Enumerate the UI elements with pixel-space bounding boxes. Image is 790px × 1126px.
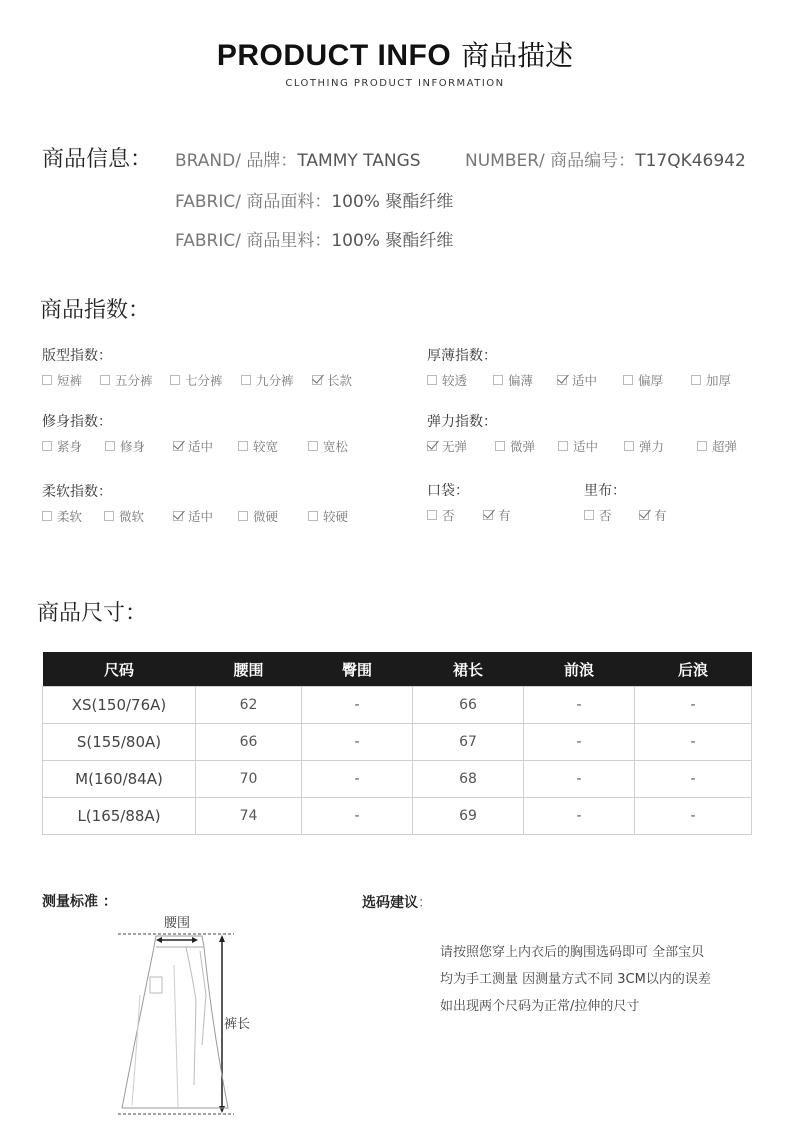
index-option [691,371,731,389]
index-option [104,507,144,525]
index-option-label: 微弹 [510,439,536,454]
index-option [308,507,348,525]
table-cell: L(165/88A) [43,798,196,835]
index-option-label: 柔软 [57,509,83,524]
index-option-label: 微软 [119,509,145,524]
col-hip: 臀围 [302,652,413,687]
index-option-label: 弹力 [639,439,665,454]
index-option [42,437,82,455]
table-row [43,724,752,761]
index-option-label: 紧身 [57,439,83,454]
table-cell: 67 [413,724,524,761]
waist-arrow-left-head [156,937,162,943]
index-option-label: 适中 [572,373,598,388]
table-cell: - [635,798,752,835]
checkbox-icon [238,511,248,521]
size-table-header [43,652,752,687]
measure-heading: 测量标准 ： [42,894,117,910]
table-cell: - [302,761,413,798]
index-option-label: 微硬 [253,509,279,524]
lining-value: 100% 聚酯纤维 [331,231,454,251]
checkbox-icon [427,510,437,520]
table-cell: - [524,724,635,761]
checked-box-icon [427,441,437,451]
table-cell: - [524,687,635,724]
advice-text [440,939,711,1020]
lining-label: FABRIC/ 商品里料： [175,231,332,251]
index-option [42,371,82,389]
length-label: 裤长 [224,1017,251,1032]
index-option-label: 有 [654,508,667,523]
table-row [43,798,752,835]
index-option-label: 偏薄 [508,373,534,388]
index-option-label: 较硬 [323,509,349,524]
table-cell: XS(150/76A) [43,687,196,724]
advice-line: 请按照您穿上内衣后的胸围选码即可 全部宝贝 [440,945,705,960]
checkbox-icon [493,375,503,385]
index-option [493,371,533,389]
advice-line: 如出现两个尺码为正常/拉伸的尺寸 [440,999,640,1014]
index-option-label: 无弹 [442,439,468,454]
index-option-label: 修身 [120,439,146,454]
checkbox-icon [584,510,594,520]
index-group-label: 修身指数： [42,414,112,430]
checkbox-icon [558,441,568,451]
size-heading: 商品尺寸： [37,601,148,626]
page-subtitle: CLOTHING PRODUCT INFORMATION [285,78,505,89]
length-arrow-top-head [219,935,225,942]
index-option [427,506,455,524]
index-option-label: 九分裤 [256,373,294,388]
lining-line [175,226,453,251]
col-front-rise: 前浪 [524,652,635,687]
checkbox-icon [691,375,701,385]
table-cell: - [524,761,635,798]
brand-value: TAMMY TANGS [297,151,421,171]
table-cell: - [302,687,413,724]
checkbox-icon [42,511,52,521]
table-cell: 68 [413,761,524,798]
index-option-label: 适中 [573,439,599,454]
index-option [105,437,145,455]
fabric-value: 100% 聚酯纤维 [331,192,454,212]
index-option [697,437,737,455]
table-cell: - [302,724,413,761]
checkbox-icon [308,441,318,451]
checkbox-icon [105,441,115,451]
index-option-label: 较宽 [253,439,279,454]
table-cell: 66 [196,724,302,761]
col-size: 尺码 [43,652,196,687]
checked-box-icon [639,510,649,520]
index-group-label: 厚薄指数： [427,348,497,364]
number-value: T17QK46942 [635,151,746,171]
index-heading: 商品指数： [40,298,151,323]
checked-box-icon [557,375,567,385]
checked-box-icon [483,510,493,520]
table-cell: - [302,798,413,835]
table-cell: 69 [413,798,524,835]
col-waist: 腰围 [196,652,302,687]
index-option-label: 加厚 [706,373,732,388]
advice-colon: ： [418,895,432,911]
index-option-label: 七分裤 [185,373,223,388]
col-back-rise: 后浪 [635,652,752,687]
index-group-label: 弹力指数： [427,414,497,430]
checked-box-icon [312,375,322,385]
skirt-drape-center [174,965,178,1107]
index-option-label: 否 [599,508,612,523]
skirt-tie [200,951,206,1045]
index-option [557,371,597,389]
checkbox-icon [697,441,707,451]
index-option [308,437,348,455]
page-title [0,34,790,74]
skirt-diagram [110,925,250,1121]
table-cell: - [635,761,752,798]
table-cell: 74 [196,798,302,835]
table-cell: - [635,687,752,724]
fabric-line [175,187,453,212]
checkbox-icon [238,441,248,451]
index-option-label: 长款 [327,373,353,388]
index-option-label: 较透 [442,373,468,388]
checkbox-icon [241,375,251,385]
index-option-label: 否 [442,508,455,523]
table-cell: - [635,724,752,761]
index-option [427,437,467,455]
advice-heading: 选码建议 [362,895,418,911]
index-option [173,437,213,455]
index-option [100,371,153,389]
table-row [43,761,752,798]
index-option-label: 超弹 [712,439,738,454]
index-option-label: 五分裤 [115,373,153,388]
info-heading: 商品信息： [42,147,153,172]
table-cell: M(160/84A) [43,761,196,798]
table-cell: 66 [413,687,524,724]
index-option-label: 适中 [188,509,214,524]
index-option-label: 偏厚 [638,373,664,388]
advice-heading-line [362,892,432,912]
table-cell: - [524,798,635,835]
checkbox-icon [42,375,52,385]
skirt-fold [186,947,196,1085]
checked-box-icon [173,511,183,521]
index-option [483,506,511,524]
col-length: 裙长 [413,652,524,687]
index-option-label: 有 [498,508,511,523]
number-label: NUMBER/ 商品编号： [465,151,636,171]
table-cell: 70 [196,761,302,798]
index-group-label: 版型指数： [42,348,112,364]
index-group-label: 口袋： [427,483,469,499]
checkbox-icon [495,441,505,451]
index-option [558,437,598,455]
brand-line [175,146,421,171]
length-arrow-bottom-head [219,1106,225,1113]
advice-line: 均为手工测量 因测量方式不同 3CM以内的误差 [440,972,711,987]
title-en: PRODUCT INFO [216,39,452,72]
checkbox-icon [624,441,634,451]
index-option-label: 宽松 [323,439,349,454]
index-option [584,506,612,524]
index-option [173,507,213,525]
index-group-label: 柔软指数： [42,484,112,500]
index-option [623,371,663,389]
size-table [42,652,752,835]
fabric-label: FABRIC/ 商品面料： [175,192,332,212]
table-cell: S(155/80A) [43,724,196,761]
checked-box-icon [173,441,183,451]
index-group-label: 里布： [584,483,626,499]
checkbox-icon [170,375,180,385]
waist-arrow-right-head [192,937,198,943]
table-row [43,687,752,724]
index-option [238,437,278,455]
title-zh: 商品描述 [461,39,574,72]
table-cell: 62 [196,687,302,724]
index-option [495,437,535,455]
checkbox-icon [42,441,52,451]
checkbox-icon [623,375,633,385]
brand-label: BRAND/ 品牌： [175,151,298,171]
checkbox-icon [100,375,110,385]
index-option [624,437,664,455]
index-option [427,371,467,389]
index-option [241,371,294,389]
index-option [639,506,667,524]
checkbox-icon [308,511,318,521]
index-option-label: 适中 [188,439,214,454]
checkbox-icon [427,375,437,385]
skirt-pocket [150,977,162,993]
waist-label: 腰围 [164,916,191,931]
number-line [465,146,746,171]
index-option [42,507,82,525]
index-option [312,371,352,389]
checkbox-icon [104,511,114,521]
index-option [170,371,223,389]
index-option-label: 短裤 [57,373,83,388]
index-option [238,507,278,525]
